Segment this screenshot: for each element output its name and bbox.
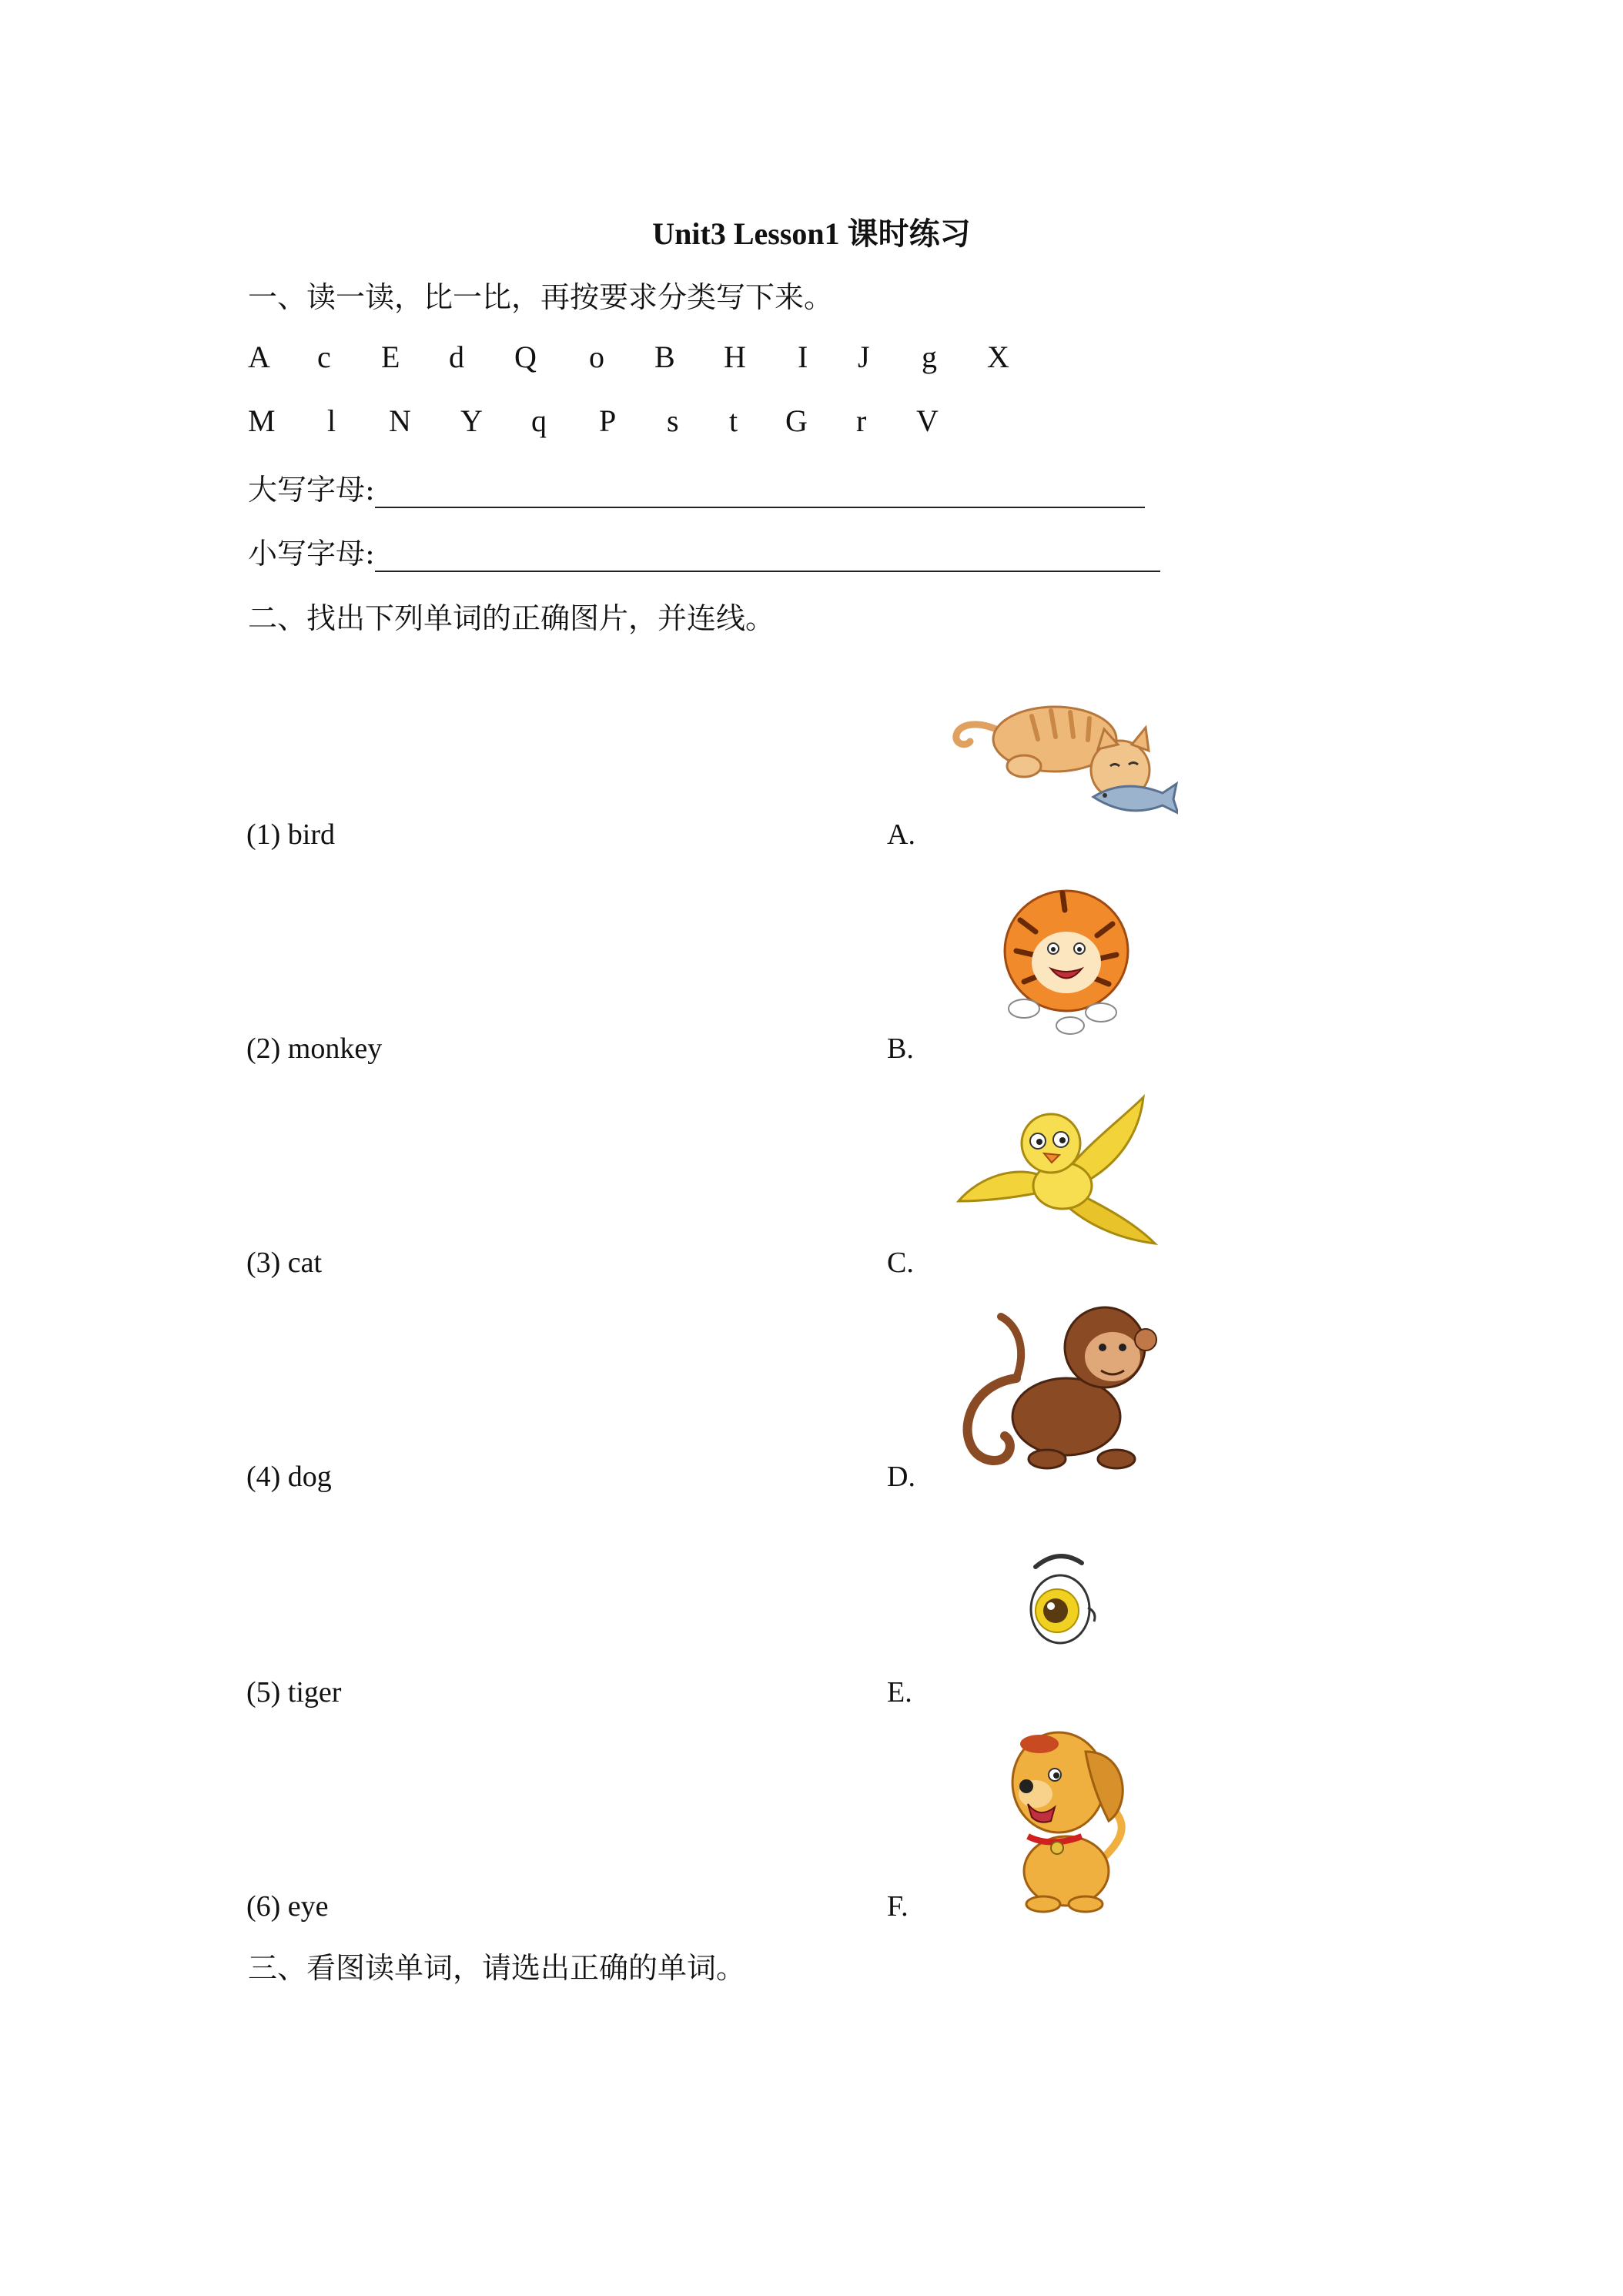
letter: J — [858, 340, 870, 374]
cat-eating-fish-icon — [947, 689, 1178, 820]
letter: c — [317, 340, 331, 374]
letters-row-2 — [0, 403, 1623, 441]
tiger-icon — [986, 878, 1139, 1039]
letter: d — [449, 340, 464, 374]
dog-icon — [928, 1721, 1186, 1913]
option-label: D. — [887, 1461, 915, 1493]
section1-heading: 一、读一读，比一比，再按要求分类写下来。 — [248, 280, 834, 314]
lowercase-answer-row — [248, 530, 1160, 572]
word-item: (6) eye — [246, 1890, 329, 1923]
word-item: (2) monkey — [246, 1033, 383, 1065]
option-label: F. — [887, 1890, 909, 1923]
letter: s — [667, 403, 679, 438]
letter: I — [798, 340, 808, 374]
letter: A — [248, 340, 270, 374]
word-item: (3) cat — [246, 1247, 323, 1279]
letter: g — [922, 340, 937, 374]
lowercase-answer-line[interactable] — [375, 540, 1160, 572]
letters-row-1 — [0, 339, 1623, 377]
letter: E — [381, 340, 400, 374]
letter: N — [389, 403, 411, 438]
monkey-icon — [955, 1294, 1163, 1478]
option-label: B. — [887, 1033, 914, 1065]
word-item: (4) dog — [246, 1461, 332, 1493]
word-item: (1) bird — [246, 818, 336, 851]
uppercase-label: 大写字母: — [248, 473, 375, 507]
letter: G — [785, 403, 808, 438]
letter: X — [987, 340, 1009, 374]
letter: V — [916, 403, 939, 438]
uppercase-answer-row — [248, 466, 1145, 508]
letter: Y — [460, 403, 483, 438]
letter: l — [327, 403, 336, 438]
eye-icon — [1020, 1548, 1105, 1648]
option-label: C. — [887, 1247, 914, 1279]
page-title: Unit3 Lesson1 课时练习 — [652, 216, 971, 251]
option-label: A. — [887, 818, 915, 851]
uppercase-answer-line[interactable] — [375, 476, 1145, 508]
letter: Q — [514, 340, 537, 374]
section3-heading: 三、看图读单词，请选出正确的单词。 — [248, 1951, 746, 1985]
letter: M — [248, 403, 276, 438]
letter: B — [654, 340, 675, 374]
lowercase-label: 小写字母: — [248, 537, 375, 571]
bird-icon — [955, 1093, 1163, 1255]
section2-heading: 二、找出下列单词的正确图片，并连线。 — [248, 601, 775, 635]
letter: P — [599, 403, 617, 438]
letter: H — [724, 340, 746, 374]
letter: o — [589, 340, 604, 374]
letter: q — [531, 403, 547, 438]
letter: r — [856, 403, 867, 438]
letter: t — [729, 403, 738, 438]
option-label: E. — [887, 1676, 912, 1709]
word-item: (5) tiger — [246, 1676, 342, 1709]
